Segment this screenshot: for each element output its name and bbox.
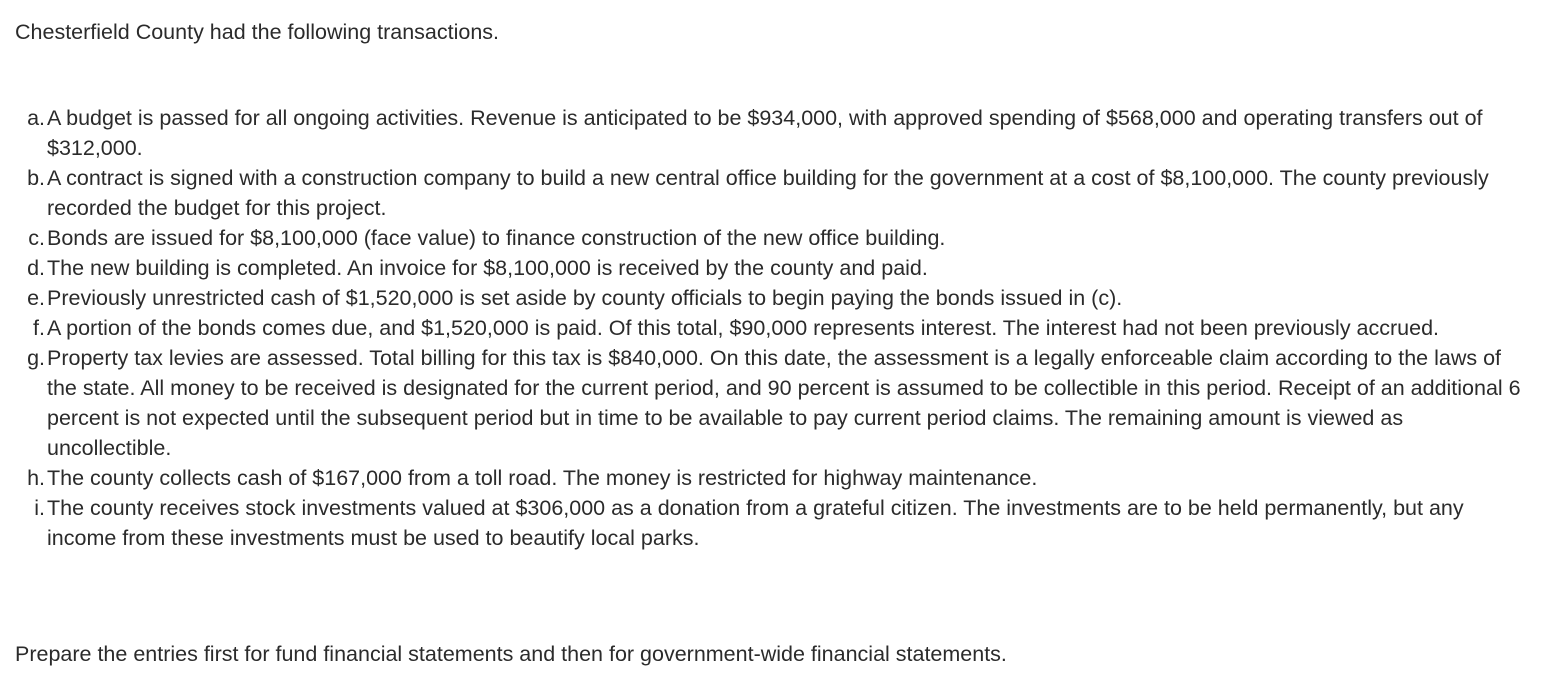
transaction-e — [0, 283, 1530, 313]
transaction-letter: i. — [34, 496, 45, 520]
transaction-a — [0, 103, 1530, 163]
transaction-text: Property tax levies are assessed. Total billing for this tax is $840,000. On this date, the assessment is a legally enforceable claim according to the laws of the state. All money to be received is designated for the current period, and 90 percent is assumed to be collectible in this period. Receipt of an additional 6 percent is not expected until the subsequent period but in time to be available to pay current period claims. The remaining amount is viewed as uncollectible. — [47, 346, 1521, 460]
transaction-c — [0, 223, 1530, 253]
transaction-text: The new building is completed. An invoice for $8,100,000 is received by the county and paid. — [47, 256, 928, 280]
transaction-text: Previously unrestricted cash of $1,520,000 is set aside by county officials to begin paying the bonds issued in (c). — [47, 286, 1123, 310]
transaction-text: Bonds are issued for $8,100,000 (face value) to finance construction of the new office building. — [47, 226, 946, 250]
transaction-letter: c. — [28, 226, 45, 250]
transaction-text: A contract is signed with a construction company to build a new central office building for the government at a cost of $8,100,000. The county previously recorded the budget for this project. — [47, 166, 1489, 220]
transaction-letter: h. — [27, 466, 45, 490]
transaction-letter: b. — [27, 166, 45, 190]
transaction-letter: a. — [27, 106, 45, 130]
transaction-h — [0, 463, 1530, 493]
instruction-text: Prepare the entries first for fund financial statements and then for government-wide financial statements. — [15, 642, 1007, 666]
intro-text: Chesterfield County had the following transactions. — [15, 20, 500, 44]
transaction-d — [0, 253, 1530, 283]
transaction-letter: e. — [27, 286, 45, 310]
transaction-f — [0, 313, 1530, 343]
transaction-letter: d. — [27, 256, 45, 280]
transaction-text: A budget is passed for all ongoing activities. Revenue is anticipated to be $934,000, with approved spending of $568,000 and operating transfers out of $312,000. — [47, 106, 1483, 160]
transaction-letter: f. — [33, 316, 45, 340]
transaction-text: The county collects cash of $167,000 from a toll road. The money is restricted for highway maintenance. — [47, 466, 1038, 490]
transaction-g — [0, 343, 1530, 463]
transaction-text: A portion of the bonds comes due, and $1,520,000 is paid. Of this total, $90,000 represents interest. The interest had not been previously accrued. — [47, 316, 1440, 340]
transaction-text: The county receives stock investments valued at $306,000 as a donation from a grateful citizen. The investments are to be held permanently, but any income from these investments must be used to beautify local parks. — [47, 496, 1464, 550]
transaction-b — [0, 163, 1530, 223]
transaction-i — [0, 493, 1530, 553]
transaction-letter: g. — [27, 346, 45, 370]
transaction-list — [0, 103, 1530, 553]
